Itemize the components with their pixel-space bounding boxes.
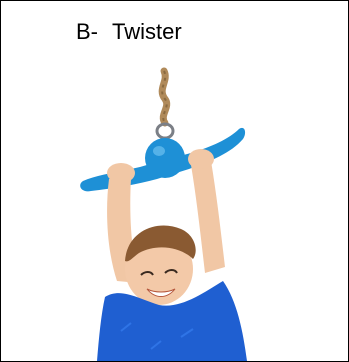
caption bbox=[76, 21, 182, 43]
caption-title: Twister bbox=[112, 19, 182, 44]
twister-photo bbox=[61, 61, 291, 361]
caption-prefix: B- bbox=[76, 19, 98, 44]
child-head bbox=[125, 226, 196, 305]
rope bbox=[162, 71, 167, 123]
